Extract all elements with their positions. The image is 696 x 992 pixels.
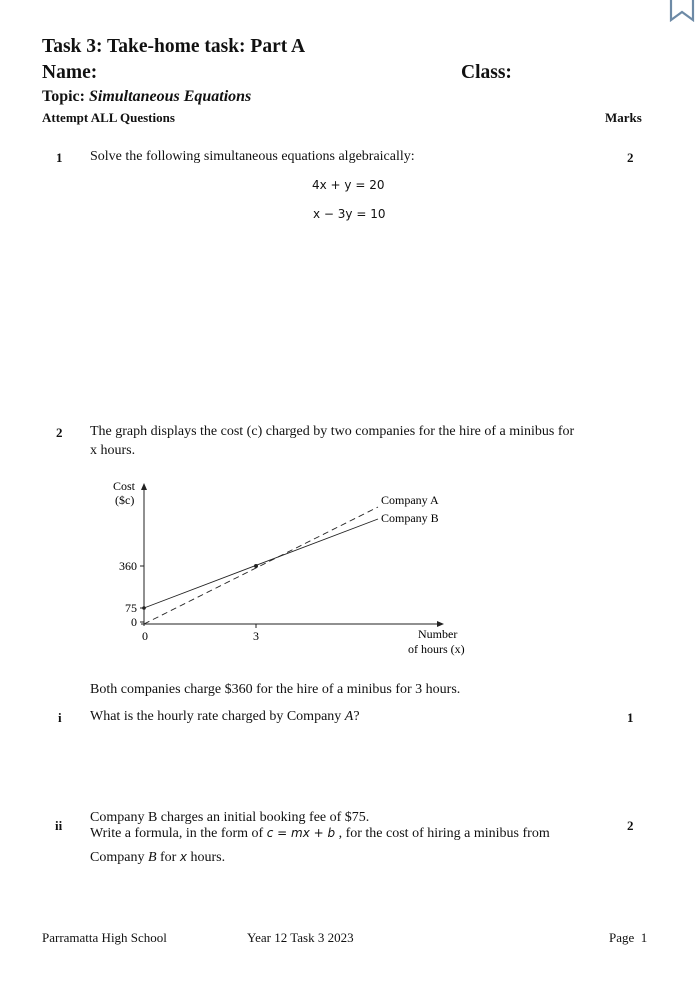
series-company-b-line (144, 519, 378, 608)
topic-label: Topic: (42, 88, 85, 105)
q2-part-ii-line-1: Company B charges an initial booking fee of $75. (90, 810, 370, 825)
footer-task: Year 12 Task 3 2023 (247, 930, 354, 945)
intersection-point (254, 564, 258, 568)
q2-part-ii-line-3: Company B for x hours. (90, 850, 226, 865)
q2-part-i-text: What is the hourly rate charged by Company A? (90, 709, 360, 724)
name-label: Name: (42, 62, 98, 83)
bookmark-icon[interactable] (669, 0, 695, 22)
marks-heading: Marks (605, 110, 642, 125)
series-label-company-b: Company B (381, 511, 439, 525)
q2-part-i-marks: 1 (627, 710, 634, 725)
x-axis-label-line-2: of hours (x) (408, 642, 465, 656)
series-label-company-a: Company A (381, 493, 439, 507)
q2-part-ii-marks: 2 (627, 818, 634, 833)
class-label: Class: (461, 62, 512, 83)
x-tick-3: 3 (253, 629, 259, 643)
q1-marks: 2 (627, 150, 634, 165)
task-title: Task 3: Take-home task: Part A (42, 36, 306, 57)
y-axis-label-line-2: ($c) (115, 493, 135, 507)
q1-equation-2: x − 3y = 10 (313, 207, 386, 221)
topic-line (42, 88, 251, 106)
q2-number: 2 (56, 425, 63, 440)
x-tick-0: 0 (142, 629, 148, 643)
y-tick-360: 360 (119, 559, 137, 573)
q2-part-i-label: i (58, 710, 62, 725)
y-axis-label-line-1: Cost (113, 479, 136, 493)
x-axis-label-line-1: Number (418, 627, 458, 641)
footer-school: Parramatta High School (42, 930, 167, 945)
series-company-a-line (144, 507, 378, 624)
footer-page: Page 1 (609, 930, 648, 945)
q2-text-line-2: x hours. (90, 443, 136, 458)
y-tick-0: 0 (131, 615, 137, 629)
q2-statement: Both companies charge $360 for the hire of a minibus for 3 hours. (90, 682, 461, 697)
y-intercept-point-b (142, 606, 146, 610)
q2-part-ii-line-2: Write a formula, in the form of c = mx + b , for the cost of hiring a minibus from (90, 826, 550, 841)
q1-number: 1 (56, 150, 63, 165)
y-tick-75: 75 (125, 601, 137, 615)
attempt-instruction: Attempt ALL Questions (42, 110, 175, 125)
q1-equation-1: 4x + y = 20 (312, 178, 385, 192)
q2-text-line-1: The graph displays the cost (c) charged by two companies for the hire of a minibus for (90, 424, 575, 439)
q1-text: Solve the following simultaneous equations algebraically: (90, 149, 415, 164)
q2-part-ii-label: ii (55, 818, 63, 833)
topic-value: Simultaneous Equations (88, 88, 252, 105)
cost-graph (100, 474, 490, 660)
